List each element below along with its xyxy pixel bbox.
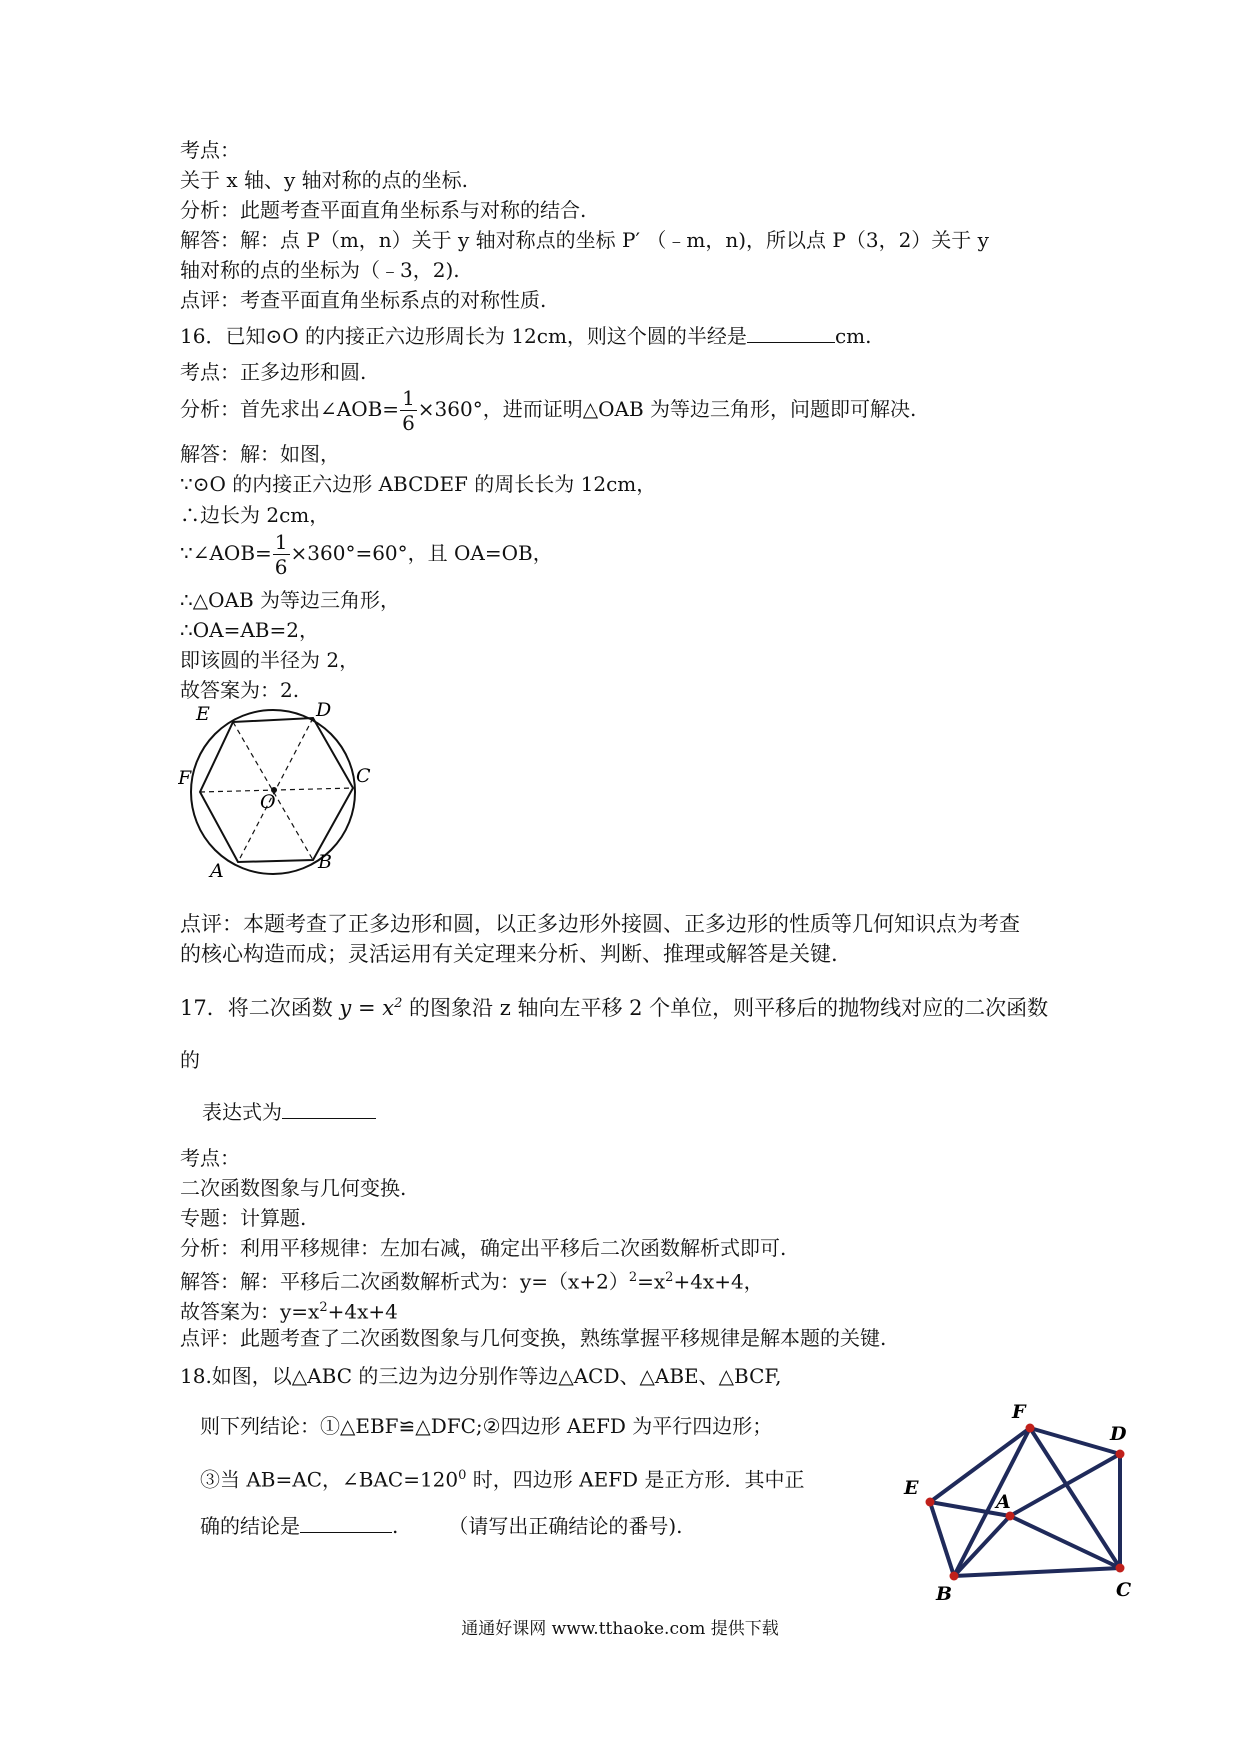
q18-line3-exp: 0 [458,1468,467,1483]
q16-step3-fraction [273,530,290,579]
q18-line4 [200,1512,683,1540]
q16-comment-line2: 的核心构造而成；灵活运用有关定理来分析、判断、推理或解答是关键. [180,942,838,966]
q16-step6: 即该圆的半径为 2， [180,648,360,672]
q17-solution-exp1: 2 [628,1270,638,1285]
q15-kaodian-text: 关于 x 轴、y 轴对称的点的坐标. [180,168,469,192]
q18-label-C: C [1116,1579,1132,1601]
q17-answer-exp: 2 [319,1300,328,1315]
q17-answer [180,1294,398,1326]
q16-answer: 故答案为：2. [180,678,300,702]
q18-label-F: F [1012,1401,1026,1423]
q17-stem-line1 [180,990,1048,1022]
q15-solution-line1: 解答：解：点 P（m，n）关于 y 轴对称点的坐标 P′ （﹣m，n)，所以点 P（3，2）关于 y [180,228,989,252]
q16-step3-b: ×360°=60°，且 OA=OB， [290,541,553,565]
q17-solution-exp2: 2 [665,1270,674,1285]
q16-step4: ∴△OAB 为等边三角形， [180,588,400,612]
q18-label-B: B [936,1583,953,1605]
q16-frac-num: 1 [402,386,415,410]
q17-analysis: 分析：利用平移规律：左加右减，确定出平移后二次函数解析式即可. [180,1236,787,1260]
q18-line2: 则下列结论：①△EBF≌△DFC;②四边形 AEFD 为平行四边形； [200,1414,773,1438]
q17-stem-a: 17．将二次函数 [180,996,333,1020]
q17-stem-equation [339,996,402,1020]
q16-label-F: F [178,767,192,789]
q16-analysis-b: ×360°，进而证明△OAB 为等边三角形，问题即可解决. [417,397,917,421]
q18-label-D: D [1110,1423,1127,1445]
q16-step3-a: ∵∠AOB= [180,541,272,565]
q16-step3-frac-den: 6 [274,555,288,579]
q16-label-A: A [210,860,224,882]
q15-kaodian-label: 考点： [180,138,240,162]
q16-step5: ∴OA=AB=2， [180,618,319,642]
q16-step3-frac-num: 1 [274,530,288,554]
page-footer: 通通好课网 www.tthaoke.com 提供下载 [461,1619,779,1639]
q16-step2: ∴边长为 2cm， [180,503,330,527]
q15-comment: 点评：考查平面直角坐标系点的对称性质. [180,288,547,312]
q18-triangle-figure [890,1392,1170,1614]
q16-label-B: B [318,851,332,873]
q16-comment-line1: 点评：本题考查了正多边形和圆，以正多边形外接圆、正多边形的性质等几何知识点为考查 [180,912,1020,936]
q16-solution-title: 解答：解：如图， [180,442,340,466]
q17-kaodian-text: 二次函数图象与几何变换. [180,1176,407,1200]
q17-solution-a: 解答：解：平移后二次函数解析式为：y=（x+2） [180,1269,629,1294]
q17-stem-b: 的图象沿 z 轴向左平移 2 个单位，则平移后的抛物线对应的二次函数 [409,996,1049,1020]
q17-answer-blank [282,1098,376,1119]
q18-label-E: E [904,1477,919,1499]
q18-answer-blank [300,1512,392,1533]
q16-label-E: E [196,703,210,725]
q18-line1: 18.如图，以△ABC 的三边为边分别作等边△ACD、△ABE、△BCF, [180,1364,782,1388]
q17-eq-text: y = x [339,996,395,1020]
q17-solution [180,1264,764,1296]
q16-stem-unit: cm. [834,324,872,348]
q16-label-D: D [316,700,332,721]
q17-eq-exp: 2 [394,996,403,1011]
q16-step1: ∵⊙O 的内接正六边形 ABCDEF 的周长长为 12cm， [180,472,657,496]
q16-analysis [180,384,916,435]
q16-hexagon-figure [178,700,378,900]
q17-solution-b: =x [637,1269,666,1294]
q16-label-O: O [260,791,276,813]
q16-answer-blank [747,322,835,343]
q18-line4-b: . [392,1514,399,1538]
q16-stem [180,322,871,350]
q17-stem-line2: 的 [180,1048,200,1072]
q18-line4-c: （请写出正确结论的番号). [448,1514,683,1538]
q16-frac-den: 6 [402,411,415,435]
q18-line3 [200,1462,804,1494]
q15-analysis: 分析：此题考查平面直角坐标系与对称的结合. [180,198,587,222]
q18-line4-a: 确的结论是 [200,1514,300,1538]
q18-label-A: A [996,1491,1011,1513]
q17-stem-line3 [202,1098,376,1126]
q17-answer-a: 故答案为：y=x [180,1299,320,1324]
q17-comment: 点评：此题考查了二次函数图象与几何变换，熟练掌握平移规律是解本题的关键. [180,1326,887,1350]
q17-stem-d: 表达式为 [202,1100,282,1124]
q18-line3-b: 时，四边形 AEFD 是正方形．其中正 [466,1467,805,1492]
q16-kaodian: 考点：正多边形和圆. [180,360,367,384]
q17-answer-b: +4x+4 [327,1299,398,1324]
q15-solution-line2: 轴对称的点的坐标为（﹣3，2). [180,258,460,282]
q16-step3 [180,528,553,579]
q18-line3-a: ③当 AB=AC，∠BAC=120 [200,1467,459,1492]
q16-fraction [400,386,417,435]
q16-stem-text: 16．已知⊙O 的内接正六边形周长为 12cm，则这个圆的半经是 [180,324,747,348]
q16-analysis-a: 分析：首先求出∠AOB= [180,397,400,421]
q17-topic: 专题：计算题. [180,1206,307,1230]
q17-kaodian-label: 考点： [180,1146,240,1170]
q17-solution-c: +4x+4， [673,1269,764,1294]
q16-label-C: C [356,765,371,787]
